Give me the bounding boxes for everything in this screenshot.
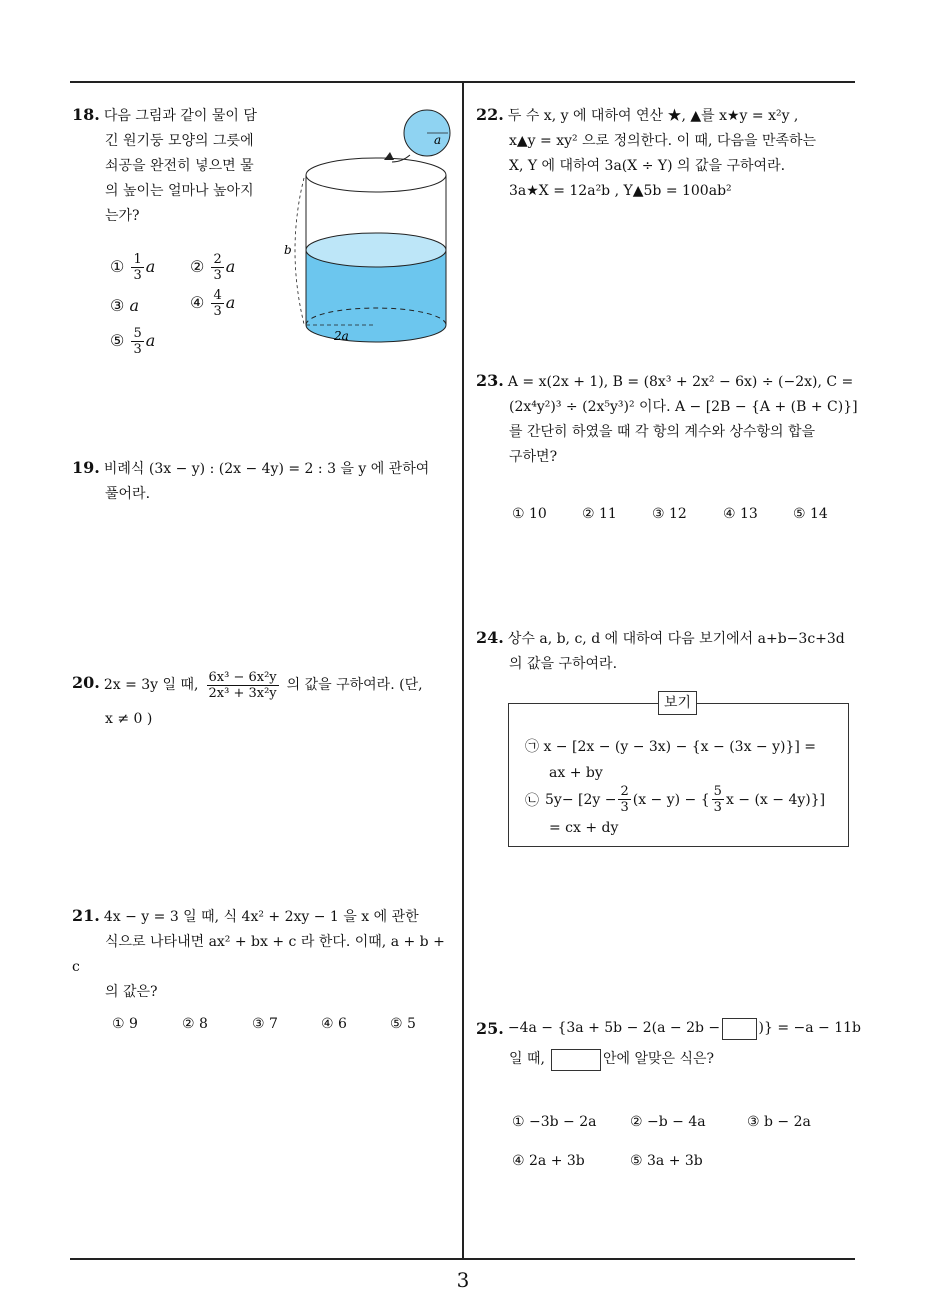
- item-text: ax + by: [549, 765, 603, 781]
- fraction: [131, 326, 143, 357]
- option-2[interactable]: [190, 252, 235, 283]
- item-text: x − [2x − (y − 3x) − {x − (3x − y)}] =: [543, 739, 817, 755]
- question-text-line: X, Y 에 대하여 3a(X ÷ Y) 의 값을 구하여라.: [509, 158, 786, 174]
- question-text-line: x ≠ 0 ): [105, 711, 153, 727]
- question-text-line: 는가?: [105, 208, 140, 224]
- answer-blank-box: [722, 1018, 756, 1040]
- question-number: 19.: [72, 458, 100, 477]
- question-text-line: 긴 원기둥 모양의 그릇에: [105, 133, 254, 149]
- item-mark: ㉡: [525, 792, 539, 809]
- question-text-line: x▲y = xy² 으로 정의한다. 이 때, 다음을 만족하는: [509, 133, 817, 149]
- numerator: 2: [620, 784, 629, 799]
- question-20: [72, 670, 457, 732]
- question-text-line: 의 높이는 얼마나 높아지: [105, 183, 254, 199]
- fraction: [618, 784, 630, 815]
- fraction: [211, 288, 223, 319]
- item-text: x − (x − 4y)}]: [725, 791, 826, 808]
- option-1[interactable]: ① −3b − 2a: [512, 1114, 597, 1130]
- item-text: 5y− [2y −: [545, 791, 617, 808]
- page-number: 3: [456, 1268, 470, 1292]
- option-1[interactable]: [110, 252, 155, 283]
- option-5[interactable]: ⑤ 5: [390, 1016, 416, 1032]
- option-2[interactable]: ② −b − 4a: [630, 1114, 706, 1130]
- numerator: 4: [213, 288, 222, 303]
- sphere: [404, 110, 450, 156]
- question-text-line: 의 값은?: [105, 984, 158, 1000]
- column-divider: [462, 83, 464, 1260]
- fraction: [207, 670, 279, 701]
- option-3[interactable]: ③ 12: [652, 506, 687, 522]
- height-label: b: [284, 243, 292, 257]
- question-text-line: 상수 a, b, c, d 에 대하여 다음 보기에서 a+b−3c+3d: [507, 631, 845, 647]
- question-22: [476, 102, 861, 204]
- numerator: 5: [133, 326, 142, 341]
- item-text: (x − y) − {: [632, 791, 710, 808]
- question-text: )} = −a − 11b: [758, 1020, 861, 1036]
- question-number: 20.: [72, 673, 100, 692]
- variable: a: [145, 331, 156, 350]
- option-2[interactable]: ② 8: [182, 1016, 208, 1032]
- question-text: 2x = 3y 일 때,: [103, 677, 199, 693]
- example-box-title: [658, 691, 697, 715]
- fraction: [712, 784, 724, 815]
- sphere-radius-label: a: [434, 133, 442, 147]
- question-text-line: 3a★X = 12a²b , Y▲5b = 100ab²: [509, 183, 732, 199]
- option-5[interactable]: ⑤ 14: [793, 506, 828, 522]
- numerator: 2: [213, 252, 222, 267]
- question-text-line: 다음 그림과 같이 물이 담: [103, 108, 257, 124]
- option-mark: ④: [190, 293, 205, 312]
- question-number: 25.: [476, 1019, 504, 1038]
- question-text-line: 의 값을 구하여라.: [509, 656, 618, 672]
- question-21: [72, 903, 457, 1005]
- question-23: [476, 368, 861, 470]
- option-3[interactable]: ③ b − 2a: [747, 1114, 811, 1130]
- option-5[interactable]: ⑤ 3a + 3b: [630, 1153, 703, 1169]
- denominator: 3: [133, 268, 142, 283]
- option-3[interactable]: [110, 296, 139, 315]
- question-text-line: A = x(2x + 1), B = (8x³ + 2x² − 6x) ÷ (−2x), C =: [507, 374, 854, 390]
- question-text-line: 식으로 나타내면 ax² + bx + c 라 한다. 이때, a + b + c: [72, 934, 445, 975]
- option-mark: ②: [190, 257, 205, 276]
- question-text-line: 를 간단히 하였을 때 각 항의 계수와 상수항의 합을: [509, 424, 816, 440]
- question-text: 일 때,: [509, 1051, 545, 1067]
- option-3[interactable]: ③ 7: [252, 1016, 278, 1032]
- numerator: 1: [133, 252, 142, 267]
- question-text-line: 쇠공을 완전히 넣으면 물: [105, 158, 254, 174]
- height-brace: [295, 178, 304, 324]
- denominator: 3: [133, 342, 142, 357]
- option-mark: ③: [110, 296, 125, 315]
- option-4[interactable]: ④ 13: [723, 506, 758, 522]
- cylinder-figure: [280, 100, 460, 360]
- box-title-text: 보기: [664, 695, 692, 711]
- option-4[interactable]: ④ 2a + 3b: [512, 1153, 585, 1169]
- question-text: 안에 알맞은 식은?: [602, 1051, 715, 1067]
- question-text-line: 비례식 (3x − y) : (2x − 4y) = 2 : 3 을 y 에 관하여: [103, 461, 430, 477]
- question-number: 24.: [476, 628, 504, 647]
- cylinder-top: [306, 158, 446, 192]
- question-19: [72, 455, 457, 507]
- question-text-line: 4x − y = 3 일 때, 식 4x² + 2xy − 1 을 x 에 관한: [103, 909, 419, 925]
- question-text-line: 구하면?: [509, 449, 558, 465]
- denominator: 2x³ + 3x²y: [208, 686, 277, 701]
- question-text: −4a − {3a + 5b − 2(a − 2b −: [507, 1020, 721, 1036]
- option-4[interactable]: [190, 288, 235, 319]
- item-mark: ㉠: [525, 739, 539, 755]
- example-item-2: [525, 784, 825, 841]
- example-item-1: [525, 734, 816, 786]
- denominator: 3: [213, 304, 222, 319]
- option-mark: ⑤: [110, 331, 125, 350]
- water: [306, 233, 446, 342]
- fraction: [131, 252, 143, 283]
- option-5[interactable]: [110, 326, 155, 357]
- option-2[interactable]: ② 11: [582, 506, 617, 522]
- option-4[interactable]: ④ 6: [321, 1016, 347, 1032]
- option-1[interactable]: ① 9: [112, 1016, 138, 1032]
- denominator: 3: [213, 268, 222, 283]
- question-text-line: (2x⁴y²)³ ÷ (2x⁵y³)² 이다. A − [2B − {A + (B + C)}]: [509, 399, 858, 415]
- variable: a: [225, 293, 236, 312]
- numerator: 6x³ − 6x²y: [208, 670, 277, 685]
- question-number: 21.: [72, 906, 100, 925]
- numerator: 5: [713, 784, 722, 799]
- item-text: = cx + dy: [549, 820, 619, 836]
- question-text-line: 풀어라.: [105, 486, 151, 502]
- option-text: a: [129, 296, 139, 315]
- denominator: 3: [620, 800, 629, 815]
- question-number: 22.: [476, 105, 504, 124]
- question-text-line: 두 수 x, y 에 대하여 연산 ★, ▲를 x★y = x²y ,: [507, 108, 799, 124]
- question-24: [476, 625, 861, 677]
- question-25: [476, 1016, 861, 1072]
- answer-blank-box: [551, 1049, 601, 1071]
- question-18: [72, 102, 282, 229]
- variable: a: [225, 257, 236, 276]
- option-1[interactable]: ① 10: [512, 506, 547, 522]
- option-mark: ①: [110, 257, 125, 276]
- radius-label: 2a: [334, 329, 349, 343]
- denominator: 3: [713, 800, 722, 815]
- question-number: 18.: [72, 105, 100, 124]
- variable: a: [145, 257, 156, 276]
- fraction: [211, 252, 223, 283]
- question-text: 의 값을 구하여라. (단,: [286, 677, 423, 693]
- question-number: 23.: [476, 371, 504, 390]
